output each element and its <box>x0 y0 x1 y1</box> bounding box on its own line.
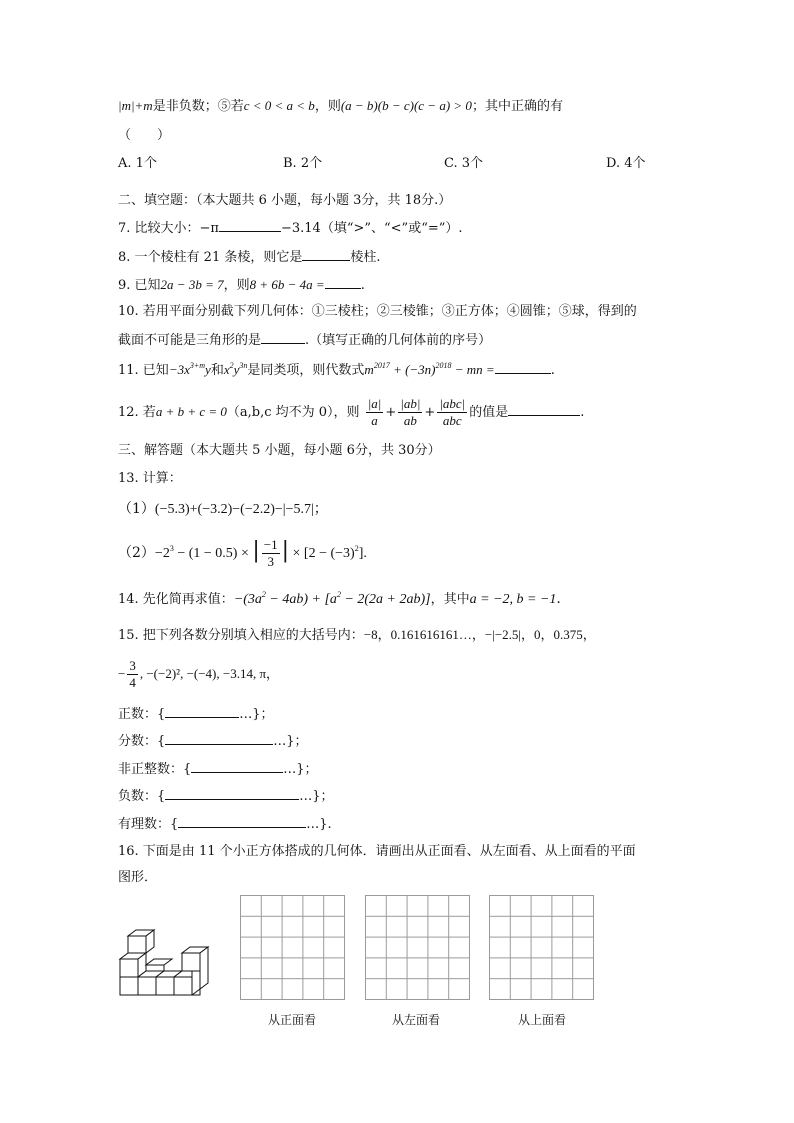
q12-answer-blank[interactable] <box>508 403 580 416</box>
q12-frac-2: $\frac{|ab|}{ab}$ <box>400 396 421 428</box>
grid-front-view[interactable] <box>240 895 345 1000</box>
q6-text-b: ，则 <box>314 99 341 114</box>
q15-numbers-2-text: , −(−2)², −(−4), −3.14, π， <box>139 666 280 681</box>
q15-category-negative: 负数：{ …}； <box>118 789 334 804</box>
question-12: 12. 若a + b + c = 0（a,b,c 均不为 0），则 $\frac{|a|}{a}$ + $\frac{|ab|}{ab}$ + $\frac{\text{|abc|}}{\text{abc}}$ 的值是 . <box>118 396 585 428</box>
question-13-title: 13. 计算： <box>118 471 182 486</box>
option-d: D. 4个 <box>606 156 646 171</box>
option-c: C. 3个 <box>444 156 484 171</box>
q15-category-positive: 正数：{ …}； <box>118 707 274 722</box>
question-16-line2: 图形． <box>118 870 158 885</box>
q6-inequality: c < 0 < a < b <box>243 98 315 113</box>
question-15-intro: 15. 把下列各数分别填入相应的大括号内：−8，0.161616161…，−|−2.5|，0，0.375， <box>118 627 596 643</box>
option-a: A. 1个 <box>118 156 157 171</box>
q11-answer-blank[interactable] <box>495 361 551 374</box>
q6-text-a: 是非负数；⑤若 <box>152 99 244 114</box>
q15-blank-positive[interactable] <box>165 705 239 718</box>
q15-blank-nonpositive-int[interactable] <box>191 760 283 773</box>
cube-stack-figure <box>118 928 218 998</box>
q12-frac-3: $\frac{\text{|abc|}}{\text{abc}}$ <box>439 396 466 428</box>
caption-top-view: 从上面看 <box>518 1013 567 1027</box>
question-11: 11. 已知$-3x^{3+m}y$和$x^2y^{3n}$是同类项，则代数式$m^{2017} + (-3n)^{2018}$ − mn = . <box>118 361 555 378</box>
q8-answer-blank[interactable] <box>302 248 350 261</box>
q12-condition: a + b + c = 0 <box>155 404 227 419</box>
q6-tail-line <box>118 97 563 116</box>
q12-frac-1: $\frac{|a|}{a}$ <box>367 396 382 428</box>
option-b: B. 2个 <box>283 156 323 171</box>
grid-top-view[interactable] <box>489 895 594 1000</box>
q10-answer-blank[interactable] <box>261 331 305 344</box>
question-9: 9. 已知2a − 3b = 7，则8 + 6b − 4a = . <box>118 277 365 293</box>
q14-values: a = −2, b = −1 <box>469 592 557 607</box>
q15-category-fraction: 分数：{ …}； <box>118 734 308 749</box>
q15-category-nonpositive-int: 非正整数：{ …}； <box>118 762 318 777</box>
q9-given-expr: 2a − 3b = 7 <box>160 277 224 292</box>
q15-category-rational: 有理数：{ …}. <box>118 817 332 832</box>
question-7: 7. 比较大小：−π −3.14（填“>”、“<”或“=”）. <box>118 221 463 236</box>
q6-product-expr: (a − b)(b − c)(c − a) > 0 <box>340 98 472 113</box>
q15-blank-negative[interactable] <box>165 787 299 800</box>
question-8: 8. 一个棱柱有 21 条棱，则它是 棱柱. <box>118 250 381 265</box>
caption-left-view: 从左面看 <box>392 1013 441 1027</box>
q6-abs-expr: |m|+m <box>118 98 153 113</box>
q9-target-expr: 8 + 6b − 4a = <box>249 277 325 292</box>
question-15-numbers-2: − $\frac{3}{4}$ , −(−2)², −(−4), −3.14, π， <box>118 658 280 690</box>
question-16-line1: 16. 下面是由 11 个小正方体搭成的几何体．请画出从正面看、从左面看、从上面看的平面 <box>118 844 636 859</box>
q15-blank-fraction[interactable] <box>165 732 273 745</box>
question-14: 14. 先化简再求值：$-(3a^2 - 4ab) + [a^2 - 2(2a + 2ab)]$，其中a = −2, b = −1. <box>118 590 561 607</box>
q15-numbers-1: −8，0.161616161…，−|−2.5|，0，0.375， <box>363 627 596 642</box>
q7-answer-blank[interactable] <box>219 219 281 232</box>
q6-text-c: ；其中正确的有 <box>471 99 563 114</box>
question-13-part1: （1）(−5.3)+(−3.2)−(−2.2)−|−5.7|； <box>118 501 328 517</box>
question-10-line2: 截面不可能是三角形的是 .（填写正确的几何体前的序号） <box>118 333 492 348</box>
q9-answer-blank[interactable] <box>325 276 361 289</box>
section3-heading: 三、解答题（本大题共 5 小题，每小题 6分，共 30分） <box>118 443 441 458</box>
answer-paren: （ ） <box>118 128 171 143</box>
section2-heading: 二、填空题：（本大题共 6 小题，每小题 3分，共 18分.） <box>118 193 452 208</box>
question-10-line1: 10. 若用平面分别截下列几何体：①三棱柱；②三棱锥；③正方体；④圆锥；⑤球，得到的 <box>118 304 637 319</box>
q15-blank-rational[interactable] <box>178 815 306 828</box>
question-13-part2: $(2)-2^3 - (1 - 0.5)$ × | $\frac{-1}{3}$ | × $[2 - (-3)^2]$. <box>118 536 367 569</box>
caption-front-view: 从正面看 <box>268 1013 317 1027</box>
grid-left-view[interactable] <box>365 895 470 1000</box>
